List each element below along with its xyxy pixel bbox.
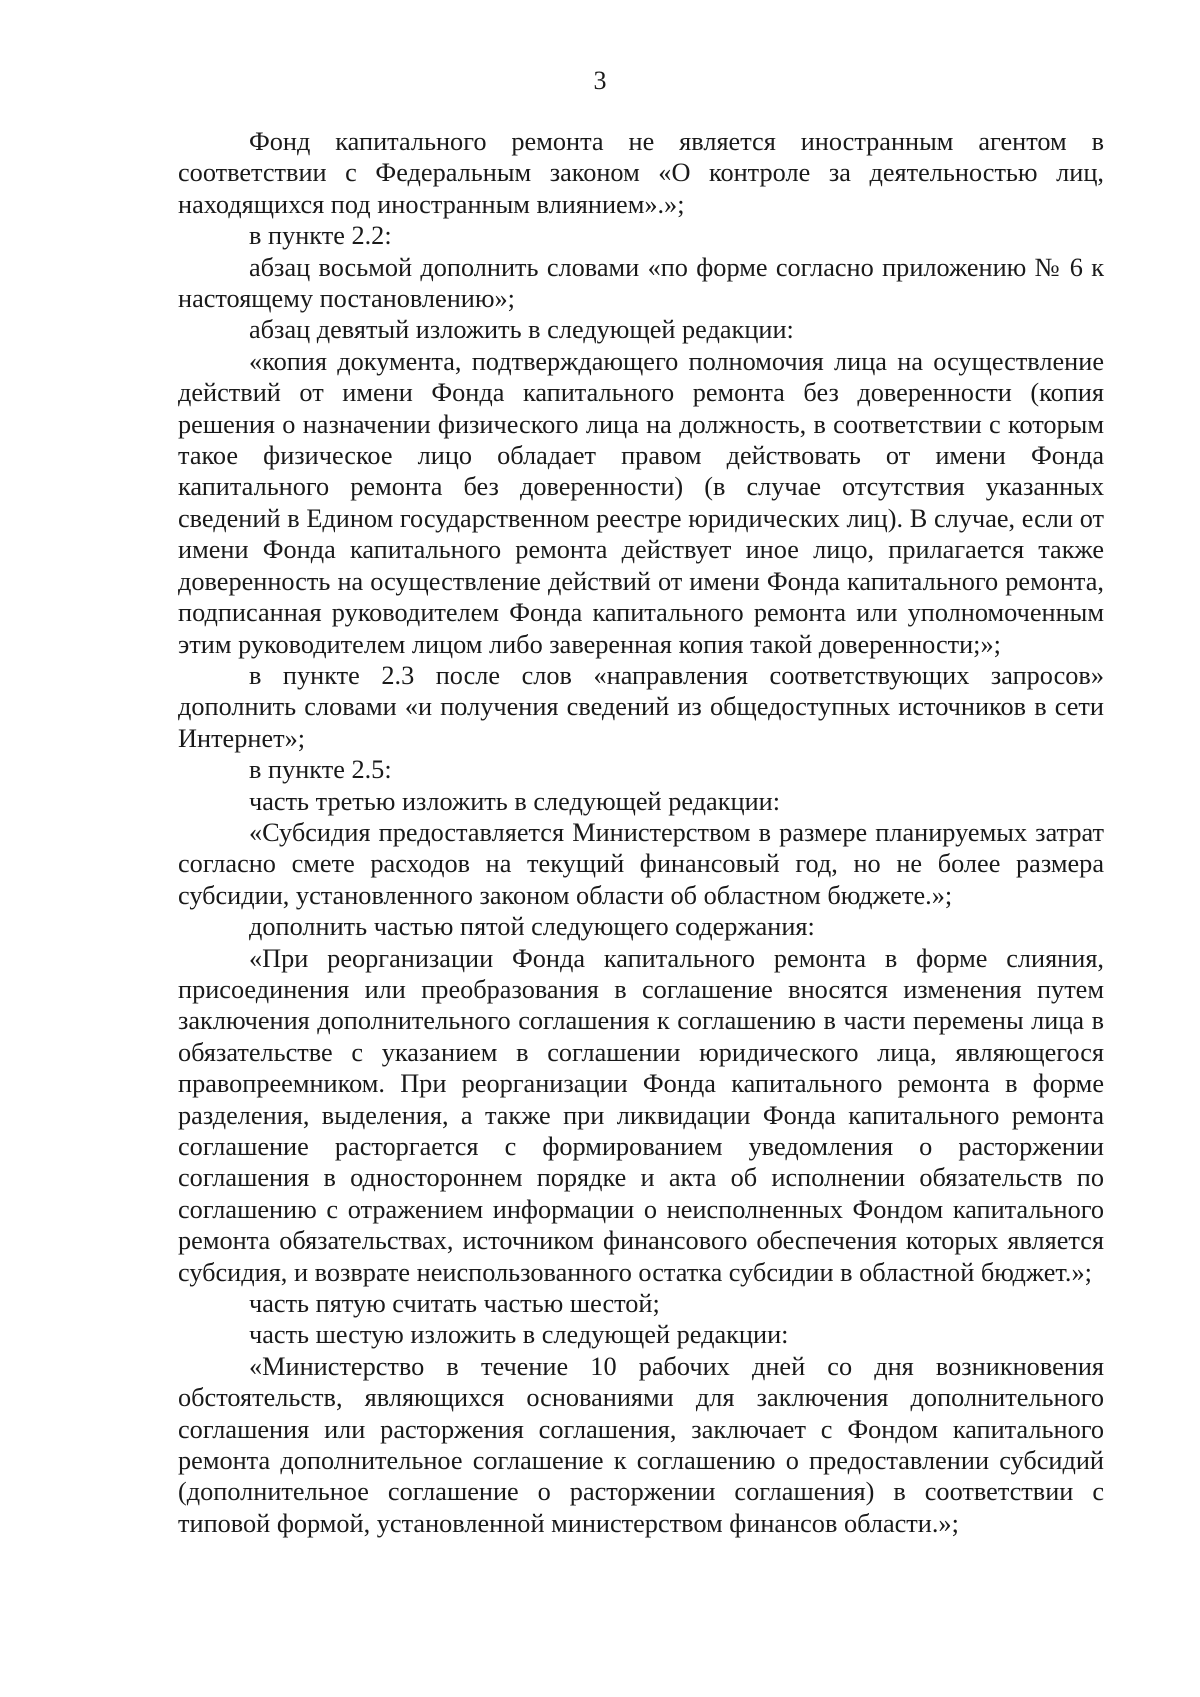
paragraph: часть шестую изложить в следующей редакции: — [249, 1320, 789, 1350]
paragraph: «Министерство в течение 10 рабочих дней со дня возникновения обстоятельств, являющихся основаниями для заключения дополнительного соглашения или расторжения соглашения, заключает с Фондом капитального ремонта дополнительное соглашение к соглашению о предоставлении субсидий (дополнительное соглашение о расторжении соглашения) в соответствии с типовой формой, установленной министерством финансов области.»; — [178, 1351, 1104, 1538]
paragraph: часть третью изложить в следующей редакции: — [249, 786, 781, 816]
paragraph: в пункте 2.3 после слов «направления соответствующих запросов» дополнить словами «и получения сведений из общедоступных источников в сети Интернет»; — [178, 660, 1104, 753]
paragraph: Фонд капитального ремонта не является иностранным агентом в соответствии с Федеральным законом «О контроле за деятельностью лиц, находящихся под иностранным влиянием».»; — [178, 127, 1104, 219]
paragraph: в пункте 2.2: — [249, 221, 392, 251]
document-body — [178, 126, 1104, 1539]
paragraph: дополнить частью пятой следующего содержания: — [249, 912, 815, 942]
paragraph: абзац девятый изложить в следующей редакции: — [249, 315, 794, 345]
paragraph: в пункте 2.5: — [249, 755, 392, 785]
page-number: 3 — [593, 66, 607, 95]
paragraph: «При реорганизации Фонда капитального ремонта в форме слияния, присоединения или преобразования в соглашение вносятся изменения путем заключения дополнительного соглашения к соглашению в части перемены лица в обязательстве с указанием в соглашении юридического лица, являющегося правопреемником. При реорганизации Фонда капитального ремонта в форме разделения, выделения, а также при ликвидации Фонда капитального ремонта соглашение расторгается с формированием уведомления о расторжении соглашения в одностороннем порядке и акта об исполнении обязательств по соглашению с отражением информации о неисполненных Фондом капитального ремонта обязательствах, источником финансового обеспечения которых является субсидия, и возврате неиспользованного остатка субсидии в областной бюджет.»; — [178, 943, 1104, 1287]
paragraph: часть пятую считать частью шестой; — [249, 1289, 660, 1319]
paragraph: абзац восьмой дополнить словами «по форме согласно приложению № 6 к настоящему постановлению»; — [178, 252, 1104, 314]
paragraph: «копия документа, подтверждающего полномочия лица на осуществление действий от имени Фонда капитального ремонта без доверенности (копия решения о назначении физического лица на должность, в соответствии с которым такое физическое лицо обладает правом действовать от имени Фонда капитального ремонта без доверенности) (в случае отсутствия указанных сведений в Едином государственном реестре юридических лиц). В случае, если от имени Фонда капитального ремонта действует иное лицо, прилагается также доверенность на осуществление действий от имени Фонда капитального ремонта, подписанная руководителем Фонда капитального ремонта или уполномоченным этим руководителем лицом либо заверенная копия такой доверенности;»; — [178, 346, 1104, 659]
paragraph: «Субсидия предоставляется Министерством в размере планируемых затрат согласно смете расходов на текущий финансовый год, но не более размера субсидии, установленного законом области об областном бюджете.»; — [178, 817, 1104, 910]
